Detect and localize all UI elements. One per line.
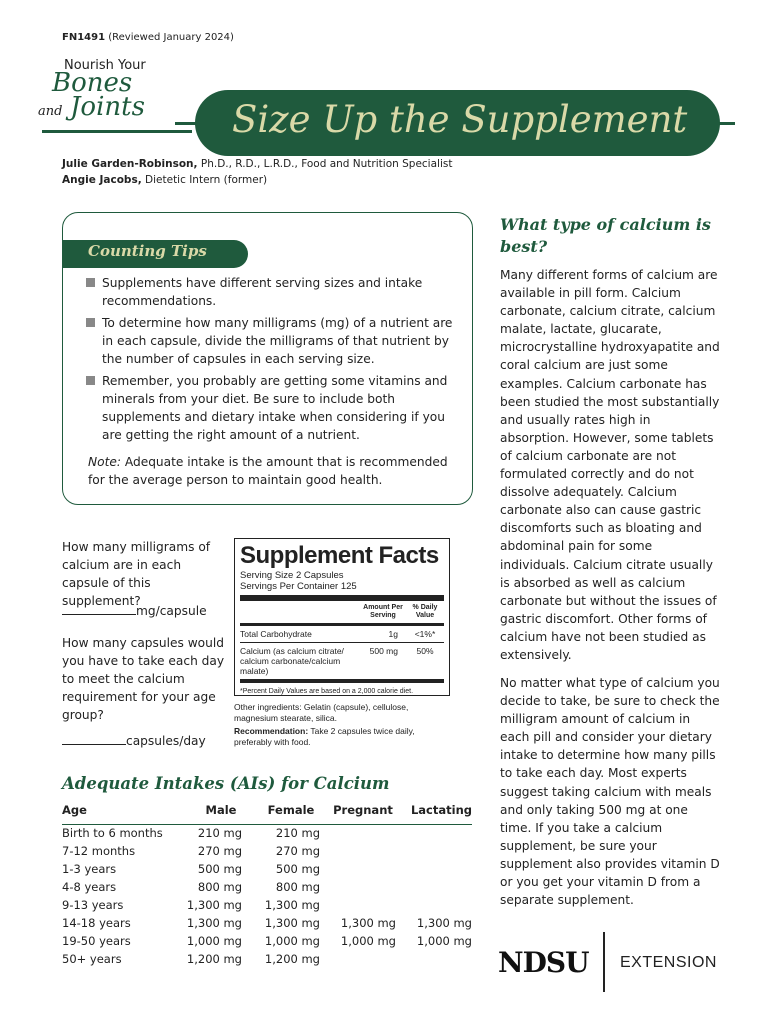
logo-underline [42,130,192,133]
note-label: Note: [88,455,121,469]
sf-dv: 50% [416,646,434,656]
table-cell: 4-8 years [62,880,117,894]
table-row [62,896,472,914]
table-cell [396,842,472,860]
answer-1 [62,602,207,620]
author-line [62,172,452,188]
table-cell: 1,000 mg [416,934,472,948]
author-title: Dietetic Intern (former) [141,174,268,186]
ai-table [62,800,472,968]
table-cell [396,878,472,896]
table-cell: 500 mg [197,862,242,876]
table-cell: 270 mg [197,844,242,858]
author-title: Ph.D., R.D., L.R.D., Food and Nutrition Specialist [197,158,453,170]
table-cell [396,860,472,878]
note-text: Adequate intake is the amount that is recommended for the average person to maintain good health. [88,455,448,487]
ndsu-logo: NDSU [498,946,589,979]
table-cell [396,896,472,914]
tip-text: Supplements have different serving sizes and intake recommendations. [102,276,423,308]
table-cell: 1,000 mg [264,934,320,948]
tips-note [88,453,458,489]
table-header-row [62,800,472,824]
table-cell: 9-13 years [62,898,124,912]
sf-col-dv: % Daily Value [412,604,438,619]
table-row [62,914,472,932]
table-cell [320,860,396,878]
pub-number: FN1491 [62,32,106,43]
ai-table-title: Adequate Intakes (AIs) for Calcium [62,774,390,793]
table-cell [320,896,396,914]
table-cell: 7-12 months [62,844,136,858]
sf-reco-label: Recommendation: [234,726,309,736]
table-cell: 210 mg [275,826,320,841]
sf-row [240,643,444,683]
header-male: Male [180,800,242,824]
table-cell [320,824,396,842]
table-row [62,824,472,842]
tip-text: Remember, you probably are getting some vitamins and minerals from your diet. Be sure to include both supplements and dietary intake when considering if you are getting the right amount of a nutrient. [102,374,448,442]
header-lactating: Lactating [396,800,472,824]
sf-dv: <1%* [414,629,436,639]
table-row [62,842,472,860]
sf-reco-text: Take 2 capsules twice daily, preferably with food. [234,726,415,747]
logo-divider [603,932,605,992]
table-cell: 210 mg [197,826,242,841]
sf-recommendation [234,726,439,748]
table-cell [396,824,472,842]
sf-row [240,626,444,643]
table-cell: Birth to 6 months [62,826,163,841]
question-1: How many milligrams of calcium are in each capsule of this supplement? [62,540,211,608]
sf-col-amount: Amount Per Serving [363,604,403,619]
table-row [62,950,472,968]
table-cell: 14-18 years [62,916,131,930]
table-cell [320,842,396,860]
tips-title: Counting Tips [88,242,207,260]
sf-footnote: *Percent Daily Values are based on a 2,000 calorie diet. [240,688,414,695]
list-item [86,314,456,368]
publication-id [62,32,234,43]
question-2: How many capsules would you have to take each day to meet the calcium requirement for your age group? [62,636,225,722]
answer-unit: capsules/day [126,734,206,748]
sf-servings-per-container: Servings Per Container 125 [240,581,357,592]
answer-2 [62,732,206,750]
sf-amount: 1g [388,629,398,639]
bullet-square-icon [86,376,95,385]
list-item [86,372,456,444]
tips-list [86,274,456,448]
table-cell: 1,200 mg [186,952,242,966]
body-paragraph: No matter what type of calcium you decide to take, be sure to check the milligram amount of calcium in each pill and consider your dietary intake to determine how many pills to take each day. Most experts suggest taking calcium with meals and only taking 500 mg at one time. If you take a calcium supplement, be sure your supplement also provides vitamin D or you get your vitamin D from a separate supplement. [500,676,720,908]
table-row [62,878,472,896]
sf-nutrient: Total Carbohydrate [240,629,312,639]
table-cell: 50+ years [62,952,122,966]
author-name: Angie Jacobs, [62,174,142,186]
reviewed-date: (Reviewed January 2024) [108,32,234,43]
body-paragraph: Many different forms of calcium are available in pill form. Calcium carbonate, calcium citrate, calcium malate, lactate, glucarate, microcrystalline hydroxyapatite and coral calcium are just some examples. Calcium carbonate has been studied the most substantially and usually rates high in absorption. However, some tablets of calcium carbonate are not formulated correctly and do not dissolve adequately. Calcium carbonate also can cause gastric discomforts such as bloating and abdominal pain for some individuals. Calcium citrate usually is absorbed as well as calcium carbonate but without the issues of gastric discomfort. Other forms of calcium have not been studied as extensively. [500,268,720,662]
logo-joints: Joints [70,92,145,122]
table-cell: 500 mg [275,862,320,876]
sf-other-ingredients: Other ingredients: Gelatin (capsule), cellulose, magnesium stearate, silica. [234,702,409,723]
section-title: What type of calcium is best? [500,215,711,256]
table-cell: 1,000 mg [186,934,242,948]
table-cell: 1,300 mg [186,898,242,912]
page-title: Size Up the Supplement [232,98,688,141]
sf-column-headers [240,601,444,626]
table-cell: 1,300 mg [264,898,320,912]
table-cell: 1,300 mg [416,916,472,930]
logo-nourish: Nourish Your [64,58,146,73]
header-female: Female [242,800,320,824]
table-cell: 1,300 mg [340,916,396,930]
extension-logo: EXTENSION [620,954,717,971]
table-cell: 1,300 mg [264,916,320,930]
sf-amount: 500 mg [369,646,398,656]
authors [62,156,452,188]
table-cell [320,878,396,896]
author-name: Julie Garden-Robinson, [62,158,198,170]
header-pregnant: Pregnant [320,800,396,824]
table-cell: 1,300 mg [186,916,242,930]
bullet-square-icon [86,278,95,287]
table-cell: 1,000 mg [340,934,396,948]
answer-blank[interactable] [62,602,136,615]
table-cell [320,950,396,968]
table-cell: 800 mg [197,880,242,894]
sf-title: Supplement Facts [240,542,439,569]
logo-bones: Bones [52,68,133,98]
sf-serving [240,570,444,601]
tip-text: To determine how many milligrams (mg) of a nutrient are in each capsule, divide the milligrams of that nutrient by the number of capsules in each serving size. [102,316,453,366]
table-cell: 19-50 years [62,934,131,948]
sf-serving-size: Serving Size 2 Capsules [240,570,344,581]
list-item [86,274,456,310]
supplement-facts-label [234,538,450,696]
table-row [62,860,472,878]
answer-blank[interactable] [62,732,126,745]
table-cell: 800 mg [275,880,320,894]
table-cell: 1-3 years [62,862,117,876]
sf-nutrient: Calcium (as calcium citrate/ calcium carbonate/calcium malate) [240,646,344,676]
author-line [62,156,452,172]
table-row [62,932,472,950]
logo-and: and [38,104,63,119]
table-cell: 270 mg [275,844,320,858]
bullet-square-icon [86,318,95,327]
answer-unit: mg/capsule [136,604,207,618]
header-age: Age [62,800,180,824]
table-cell: 1,200 mg [264,952,320,966]
nourish-logo [38,56,198,136]
table-cell [396,950,472,968]
